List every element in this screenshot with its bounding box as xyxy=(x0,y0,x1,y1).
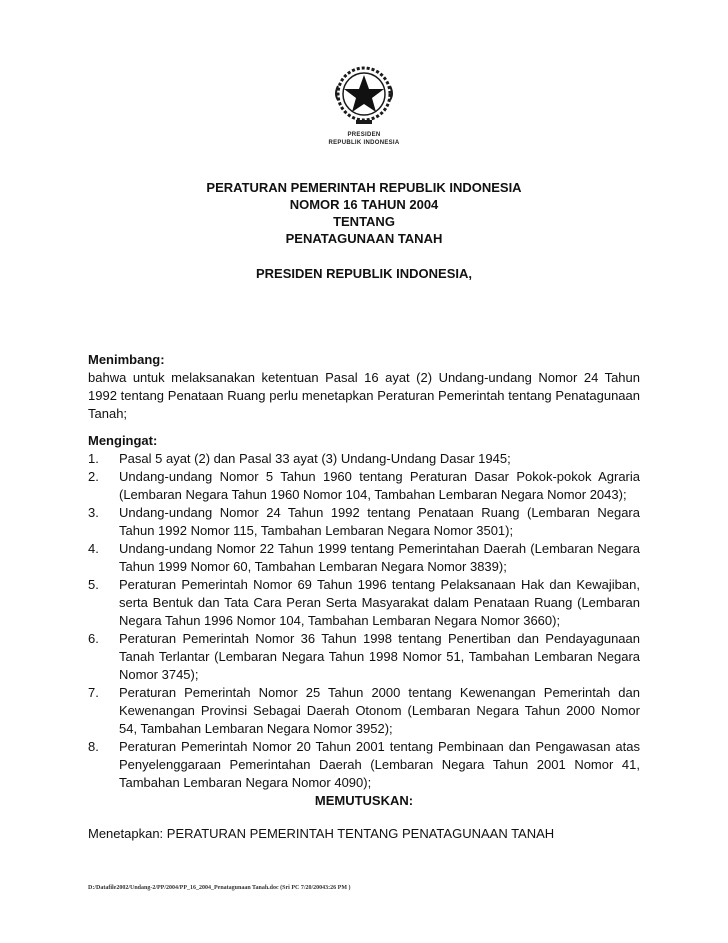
list-item-text: Peraturan Pemerintah Nomor 69 Tahun 1996 tentang Pelaksanaan Hak dan Kewajiban, serta Bentuk dan Tata Cara Peran Serta Masyarakat dalam Penataan Ruang (Lembaran Negara Tahun 1996 Nomor 104, Tambahan Lembaran Negara Nomor 3660); xyxy=(119,577,640,628)
list-item xyxy=(88,450,640,468)
list-item-number: 6. xyxy=(88,631,99,646)
list-item-number: 5. xyxy=(88,577,99,592)
list-item xyxy=(88,468,640,504)
list-item-number: 2. xyxy=(88,469,99,484)
list-item-text: Undang-undang Nomor 5 Tahun 1960 tentang Peraturan Dasar Pokok-pokok Agraria (Lembaran Negara Tahun 1960 Nomor 104, Tambahan Lembaran Negara Nomor 2043); xyxy=(119,469,640,502)
file-path-footer: D:/Datafile2002/Undang-2/PP/2004/PP_16_2004_Penatagunaan Tanah.doc (Sri PC 7/20/20043:26 PM ) xyxy=(88,885,351,891)
list-item-text: Undang-undang Nomor 24 Tahun 1992 tentang Penataan Ruang (Lembaran Negara Tahun 1992 Nomor 115, Tambahan Lembaran Negara Nomor 3501); xyxy=(119,505,640,538)
mengingat-heading: Mengingat: xyxy=(88,433,158,448)
title-line-2: NOMOR 16 TAHUN 2004 xyxy=(289,197,439,212)
regulation-title xyxy=(150,179,578,247)
list-item-number: 4. xyxy=(88,541,99,556)
list-item xyxy=(88,684,640,738)
list-item xyxy=(88,630,640,684)
menimbang-heading: Menimbang: xyxy=(88,352,165,367)
list-item xyxy=(88,504,640,540)
title-line-4: PENATAGUNAAN TANAH xyxy=(285,231,443,246)
list-item-number: 7. xyxy=(88,685,99,700)
emblem-caption-line1: PRESIDEN xyxy=(347,132,381,138)
presidential-emblem xyxy=(318,60,410,154)
list-item-text: Peraturan Pemerintah Nomor 36 Tahun 1998 tentang Penertiban dan Pendayagunaan Tanah Terlantar (Lembaran Negara Tahun 1998 Nomor 51, Tambahan Lembaran Negara Nomor 3745); xyxy=(119,631,640,682)
president-heading: PRESIDEN REPUBLIK INDONESIA, xyxy=(256,266,472,281)
list-item-text: Undang-undang Nomor 22 Tahun 1999 tentang Pemerintahan Daerah (Lembaran Negara Tahun 1999 Nomor 60, Tambahan Lembaran Negara Nomor 3839); xyxy=(119,541,640,574)
list-item-text: Pasal 5 ayat (2) dan Pasal 33 ayat (3) Undang-Undang Dasar 1945; xyxy=(119,451,511,466)
list-item-text: Peraturan Pemerintah Nomor 20 Tahun 2001 tentang Pembinaan dan Pengawasan atas Penyelenggaraan Pemerintahan Daerah (Lembaran Negara Tahun 2001 Nomor 41, Tambahan Lembaran Negara Nomor 4090); xyxy=(119,739,640,790)
menetapkan-line: Menetapkan: PERATURAN PEMERINTAH TENTANG PENATAGUNAAN TANAH xyxy=(88,826,555,841)
mengingat-list xyxy=(88,450,640,792)
emblem-caption-line2: REPUBLIK INDONESIA xyxy=(328,140,400,146)
mengingat-section xyxy=(88,432,640,792)
title-line-3: TENTANG xyxy=(333,214,395,229)
menimbang-text: bahwa untuk melaksanakan ketentuan Pasal 16 ayat (2) Undang-undang Nomor 24 Tahun 1992 tentang Penataan Ruang perlu menetapkan Peraturan Pemerintah tentang Penatagunaan Tanah; xyxy=(88,370,640,421)
list-item xyxy=(88,576,640,630)
list-item xyxy=(88,738,640,792)
title-line-1: PERATURAN PEMERINTAH REPUBLIK INDONESIA xyxy=(206,180,522,195)
list-item-number: 8. xyxy=(88,739,99,754)
list-item-text: Peraturan Pemerintah Nomor 25 Tahun 2000 tentang Kewenangan Pemerintah dan Kewenangan Provinsi Sebagai Daerah Otonom (Lembaran Negara Tahun 2000 Nomor 54, Tambahan Lembaran Negara Nomor 3952); xyxy=(119,685,640,736)
list-item-number: 3. xyxy=(88,505,99,520)
garuda-star-emblem-icon xyxy=(318,60,410,130)
list-item xyxy=(88,540,640,576)
menimbang-section xyxy=(88,351,640,423)
memutuskan-heading: MEMUTUSKAN: xyxy=(314,793,414,808)
list-item-number: 1. xyxy=(88,451,99,466)
